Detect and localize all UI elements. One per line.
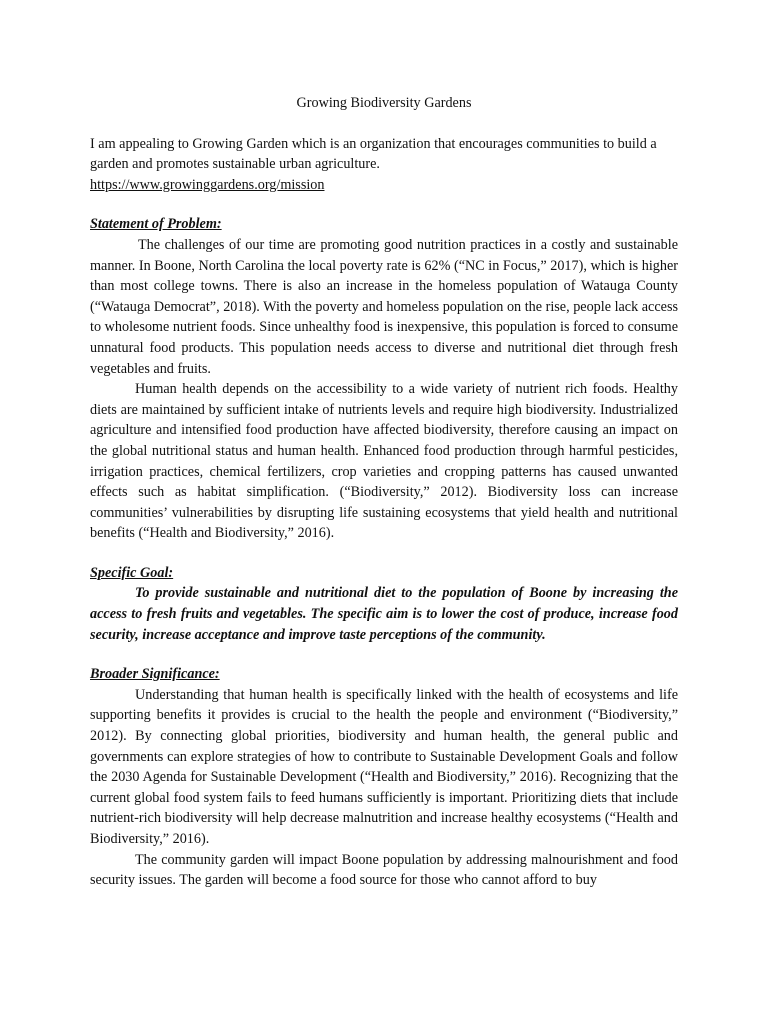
problem-paragraph: Human health depends on the accessibility to a wide variety of nutrient rich foods. Healthy diets are maintained by sufficient intake of nutrients levels and require high biodiversity. Industrialized agriculture and intensified food production have affected biodiversity, therefore causing an impact on the global nutritional status and human health. Enhanced food production through harmful pesticides, irrigation practices, chemical fertilizers, crop varieties and cropping patterns has caused unwanted effects such as habitat simplification. (“Biodiversity,” 2012). Biodiversity loss can increase communities’ vulnerabilities by disrupting life sustaining ecosystems that yield health and nutritional benefits (“Health and Biodiversity,” 2016). [90, 381, 678, 542]
mission-link[interactable]: https://www.growinggardens.org/mission [90, 176, 325, 193]
intro-paragraph [90, 134, 678, 196]
document-body [90, 93, 678, 891]
problem-paragraph: The challenges of our time are promoting good nutrition practices in a costly and sustainable manner. In Boone, North Carolina the local poverty rate is 62% (“NC in Focus,” 2017), which is higher than most college towns. There is also an increase in the homeless population of Watauga County (“Watauga Democrat”, 2018). With the poverty and homeless population on the rise, people lack access to wholesome nutrient foods. Since unhealthy food is inexpensive, this population is forced to consume unnatural food products. This population needs access to diverse and nutritional diet through fresh vegetables and fruits. [90, 236, 678, 377]
significance-paragraph: Understanding that human health is specifically linked with the health of ecosystems and life supporting benefits it provides is crucial to the health the people and environment (“Biodiversity,” 2012). By connecting global priorities, biodiversity and human health, the general public and governments can explore strategies of how to contribute to Sustainable Development Goals and follow the 2030 Agenda for Sustainable Development (“Health and Biodiversity,” 2016). Recognizing that the current global food system fails to feed humans sufficiently is important. Prioritizing diets that include nutrient-rich biodiversity will help decrease malnutrition and increase healthy ecosystems (“Health and Biodiversity,” 2016). [90, 686, 678, 847]
document-title: Growing Biodiversity Gardens [296, 95, 472, 111]
significance-heading: Broader Significance: [90, 666, 220, 683]
goal-heading: Specific Goal: [90, 564, 174, 581]
intro-text: I am appealing to Growing Garden which is an organization that encourages communities to build a garden and promotes sustainable urban agriculture. [90, 135, 657, 173]
significance-paragraph: The community garden will impact Boone population by addressing malnourishment and food security issues. The garden will become a food source for those who cannot afford to buy [90, 851, 678, 889]
goal-statement: To provide sustainable and nutritional diet to the population of Boone by increasing the access to fresh fruits and vegetables. The specific aim is to lower the cost of produce, increase food security, increase acceptance and improve taste perceptions of the community. [90, 585, 678, 643]
problem-heading: Statement of Problem: [90, 216, 222, 233]
